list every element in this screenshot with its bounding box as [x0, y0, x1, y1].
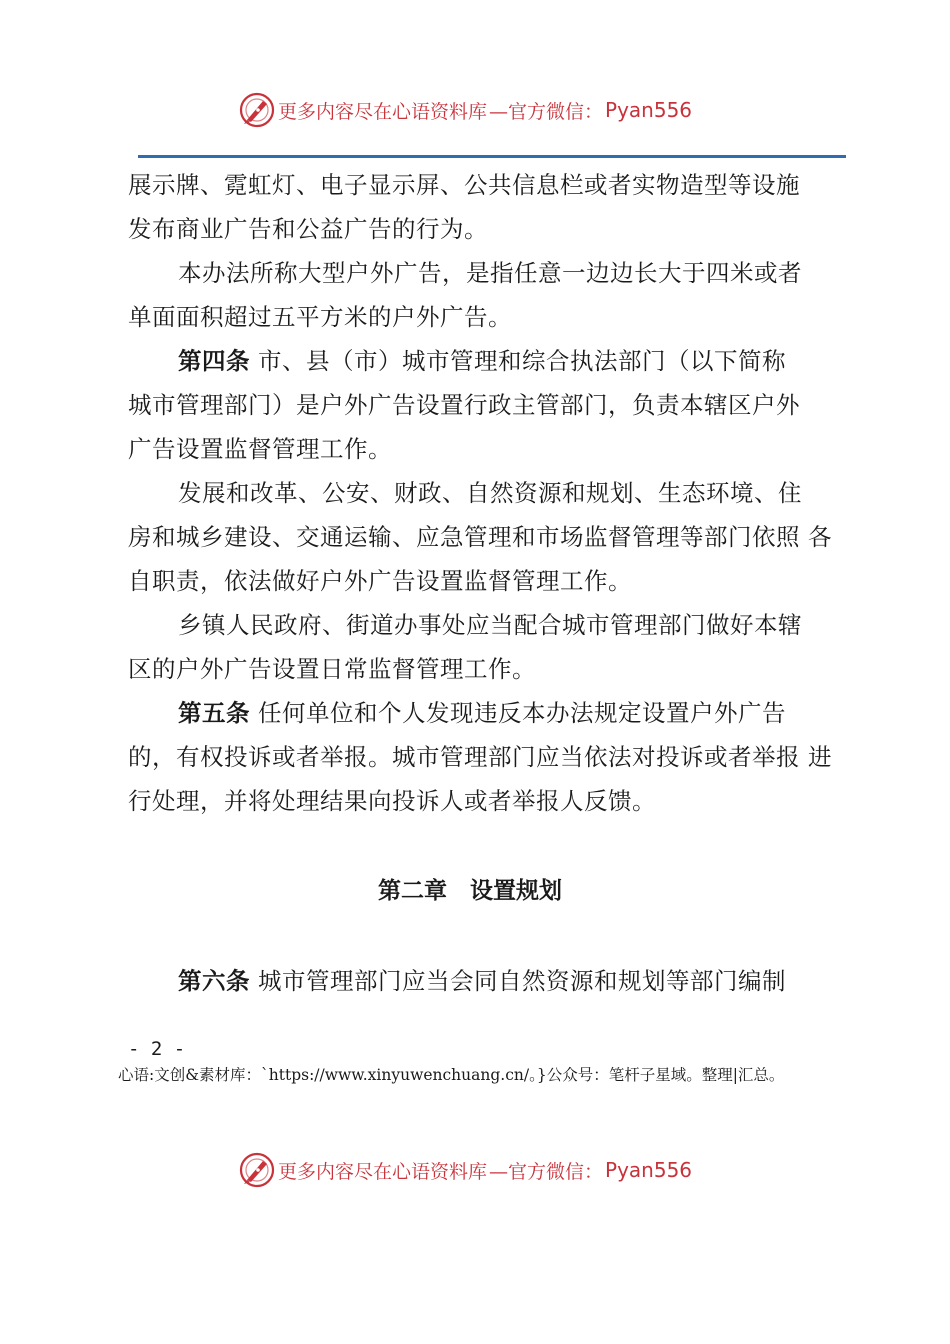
banner-text-id: Pyan556 — [605, 1158, 693, 1182]
body-line: 广告设置监督管理工作。 — [128, 435, 392, 463]
body-line: 行处理，并将处理结果向投诉人或者举报人反馈。 — [128, 787, 656, 815]
footer-note: 心语:文创&素材库：`https://www.xinyuwenchuang.cn/。}公众号：笔杆子星域。整理|汇总。 — [118, 1066, 785, 1084]
body-line: 的，有权投诉或者举报。城市管理部门应当依法对投诉或者举报 进 — [128, 743, 832, 771]
banner-text-site: 更多内容尽在心语资料库 — [278, 100, 488, 123]
body-line: 房和城乡建设、交通运输、应急管理和市场监督管理等部门依照 各 — [128, 523, 832, 551]
body-line: 展示牌、霓虹灯、电子显示屏、公共信息栏或者实物造型等设施 — [128, 171, 800, 199]
body-line: 发展和改革、公安、财政、自然资源和规划、生态环境、住 — [178, 479, 802, 507]
banner-text-site: 更多内容尽在心语资料库 — [278, 1160, 488, 1183]
article-label: 第五条 — [178, 699, 250, 727]
body-line: 发布商业广告和公益广告的行为。 — [128, 215, 488, 243]
body-line: 乡镇人民政府、街道办事处应当配合城市管理部门做好本辖 — [178, 611, 802, 639]
body-line: 自职责，依法做好户外广告设置监督管理工作。 — [128, 567, 632, 595]
pen-nib-logo-icon — [238, 1151, 276, 1189]
banner-text-wechat: —官方微信： — [489, 100, 604, 123]
article-label: 第四条 — [178, 347, 250, 375]
article-line: 第五条 任何单位和个人发现违反本办法规定设置户外广告 — [178, 699, 786, 727]
footer-banner — [238, 1150, 692, 1190]
page-number: - 2 - — [128, 1038, 186, 1060]
chapter-title: 第二章 设置规划 — [378, 878, 562, 904]
body-line: 城市管理部门）是户外广告设置行政主管部门，负责本辖区户外 — [128, 391, 800, 419]
body-line: 本办法所称大型户外广告，是指任意一边边长大于四米或者 — [178, 259, 802, 287]
article-label: 第六条 — [178, 967, 250, 995]
banner-text-wechat: —官方微信： — [489, 1160, 604, 1183]
article-line: 第四条 市、县（市）城市管理和综合执法部门（以下简称 — [178, 347, 786, 375]
banner-text-id: Pyan556 — [605, 98, 693, 122]
body-line: 单面面积超过五平方米的户外广告。 — [128, 303, 512, 331]
article-line: 第六条 城市管理部门应当会同自然资源和规划等部门编制 — [178, 967, 786, 995]
body-line: 区的户外广告设置日常监督管理工作。 — [128, 655, 536, 683]
